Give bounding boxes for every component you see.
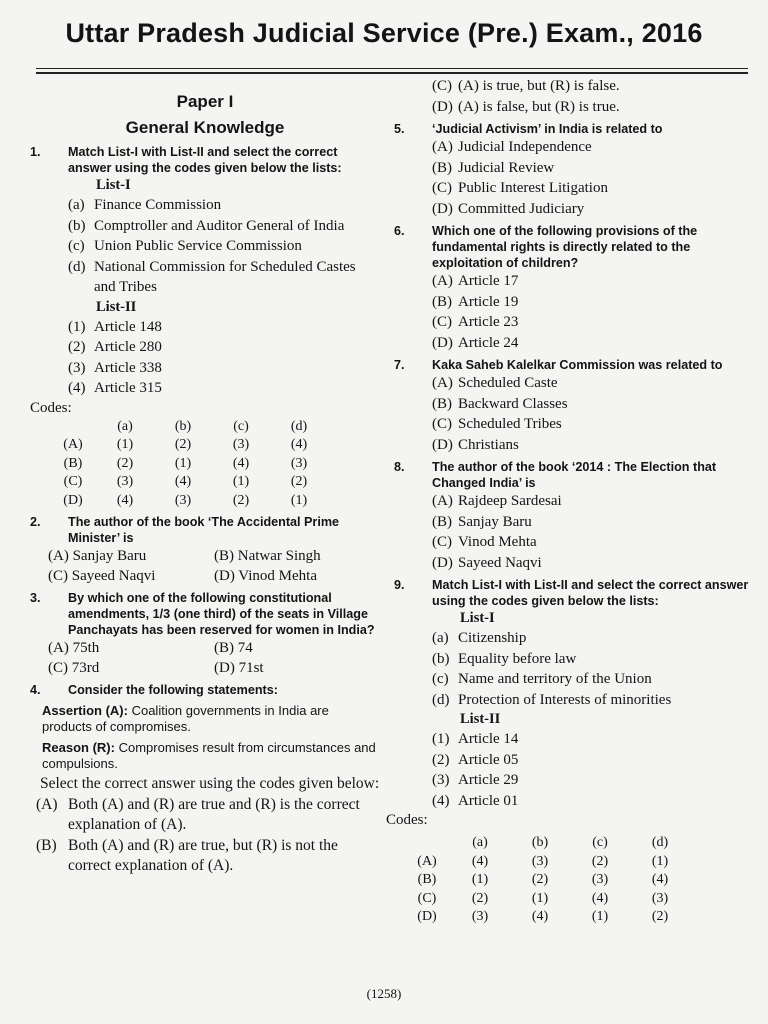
question-text: The author of the book ‘The Accidental Prime Minister’ is — [68, 515, 340, 545]
question-text: The author of the book ‘2014 : The Election that Changed India’ is — [432, 460, 717, 490]
answer-option: (D) Sayeed Naqvi — [432, 554, 542, 571]
question-number: 3. — [30, 591, 41, 605]
list-heading: List-I — [460, 610, 495, 626]
list-item: (d) National Commission for Scheduled Castes and Tribes — [68, 258, 356, 295]
question-number: 7. — [394, 358, 405, 372]
question-text: ‘Judicial Activism’ in India is related to — [432, 122, 663, 136]
list-item: (1) Article 148 — [68, 318, 162, 335]
option-row: (C) 73rd (D) 71st — [48, 660, 264, 676]
table-row: (D) (3) (4) (1) (2) — [417, 909, 669, 925]
list-item: (4) Article 315 — [68, 380, 162, 396]
question-number: 8. — [394, 460, 405, 474]
table-row: (a) (b) (c) (d) — [472, 835, 669, 851]
header-rule — [36, 72, 748, 74]
option-row: (A) 75th (B) 74 — [48, 640, 253, 656]
option-row: (C) Sayeed Naqvi (D) Vinod Mehta — [48, 568, 317, 584]
list-item: (4) Article 01 — [432, 792, 519, 809]
answer-option: (C) Vinod Mehta — [432, 534, 537, 550]
answer-option: (C) Article 23 — [432, 314, 519, 330]
answer-option: (A) Judicial Independence — [432, 139, 592, 155]
table-row: (D) (4) (3) (2) (1) — [63, 492, 308, 508]
answer-option: (B) Article 19 — [432, 293, 519, 310]
codes-label: Codes: — [386, 812, 428, 828]
header-rule — [36, 68, 748, 69]
table-row: (A) (1) (2) (3) (4) — [63, 437, 308, 453]
answer-option: (D) (A) is false, but (R) is true. — [432, 98, 620, 115]
list-item: (b) Comptroller and Auditor General of India — [68, 217, 345, 234]
question-number: 1. — [30, 145, 41, 159]
option-row: (A) Sanjay Baru (B) Natwar Singh — [48, 548, 321, 564]
table-row: (a) (b) (c) (d) — [117, 418, 308, 434]
question-3 — [30, 590, 380, 638]
codes-label: Codes: — [30, 399, 72, 416]
answer-option: (D) Christians — [432, 436, 519, 453]
question-6 — [394, 223, 754, 271]
question-5 — [394, 121, 754, 137]
answer-option: (A) Scheduled Caste — [432, 375, 558, 391]
table-row: (A) (4) (3) (2) (1) — [417, 853, 669, 869]
answer-option: (A) Article 17 — [432, 273, 519, 289]
table-row: (B) (1) (2) (3) (4) — [417, 872, 669, 888]
list-heading: List-II — [460, 711, 501, 727]
question-number: 5. — [394, 122, 405, 136]
assertion-statement: Assertion (A): Coalition governments in India are products of compromises. — [42, 703, 329, 734]
question-text: Match List-I with List-II and select the correct answer using the codes given below the lists: — [68, 145, 342, 175]
answer-option: (A) Both (A) and (R) are true and (R) is the correct explanation of (A). — [36, 796, 360, 833]
list-item: (a) Finance Commission — [68, 197, 222, 213]
page-number: (1258) — [366, 986, 402, 1001]
answer-option: (B) Both (A) and (R) are true, but (R) is not the correct explanation of (A). — [36, 837, 338, 874]
answer-option: (C) (A) is true, but (R) is false. — [432, 78, 620, 94]
question-7 — [394, 357, 754, 373]
codes-table — [404, 834, 690, 927]
question-4 — [30, 682, 380, 698]
list-item: (2) Article 05 — [432, 751, 519, 768]
question-text: Kaka Saheb Kalelkar Commission was related to — [432, 358, 723, 372]
answer-option: (C) Scheduled Tribes — [432, 416, 562, 432]
answer-option: (B) Judicial Review — [432, 159, 555, 176]
list-item: (3) Article 338 — [68, 359, 162, 376]
list-heading: List-II — [96, 298, 137, 315]
question-9 — [394, 577, 754, 609]
question-number: 9. — [394, 578, 405, 592]
table-row: (B) (2) (1) (4) (3) — [63, 455, 308, 471]
reason-statement: Reason (R): Compromises result from circumstances and compulsions. — [42, 740, 376, 771]
page-title: Uttar Pradesh Judicial Service (Pre.) Exam., 2016 — [65, 18, 703, 48]
instruction-text: Select the correct answer using the codes given below: — [40, 775, 380, 792]
question-text: By which one of the following constitutional amendments, 1/3 (one third) of the seats in Village Panchayats has been reserved for women in India? — [68, 591, 375, 637]
list-item: (c) Name and territory of the Union — [432, 671, 652, 687]
list-item: (1) Article 14 — [432, 731, 519, 747]
answer-option: (B) Sanjay Baru — [432, 513, 532, 530]
list-item: (2) Article 280 — [68, 339, 162, 355]
answer-option: (A) Rajdeep Sardesai — [432, 493, 562, 509]
left-column — [30, 76, 380, 875]
paper-heading: Paper I — [176, 92, 234, 111]
table-row: (C) (3) (4) (1) (2) — [63, 474, 308, 490]
list-heading: List-I — [96, 177, 131, 193]
question-text: Match List-I with List-II and select the correct answer using the codes given below the lists: — [432, 578, 749, 608]
subject-heading: General Knowledge — [125, 118, 285, 137]
list-item: (a) Citizenship — [432, 630, 527, 646]
question-8 — [394, 459, 754, 491]
question-text: Which one of the following provisions of the fundamental rights is directly related to the exploitation of children? — [432, 224, 698, 270]
question-number: 6. — [394, 224, 405, 238]
list-item: (c) Union Public Service Commission — [68, 238, 302, 254]
question-text: Consider the following statements: — [68, 683, 278, 697]
answer-option: (B) Backward Classes — [432, 395, 568, 412]
list-item: (d) Protection of Interests of minorities — [432, 691, 672, 708]
question-number: 4. — [30, 683, 41, 697]
question-number: 2. — [30, 515, 41, 529]
answer-option: (D) Committed Judiciary — [432, 200, 585, 217]
list-item: (b) Equality before law — [432, 650, 577, 667]
answer-option: (D) Article 24 — [432, 334, 519, 351]
list-item: (3) Article 29 — [432, 772, 519, 788]
answer-option: (C) Public Interest Litigation — [432, 180, 608, 196]
codes-table — [50, 418, 328, 511]
table-row: (C) (2) (1) (4) (3) — [417, 890, 669, 906]
right-column — [386, 76, 754, 927]
question-2 — [30, 514, 380, 546]
question-1 — [30, 144, 380, 176]
